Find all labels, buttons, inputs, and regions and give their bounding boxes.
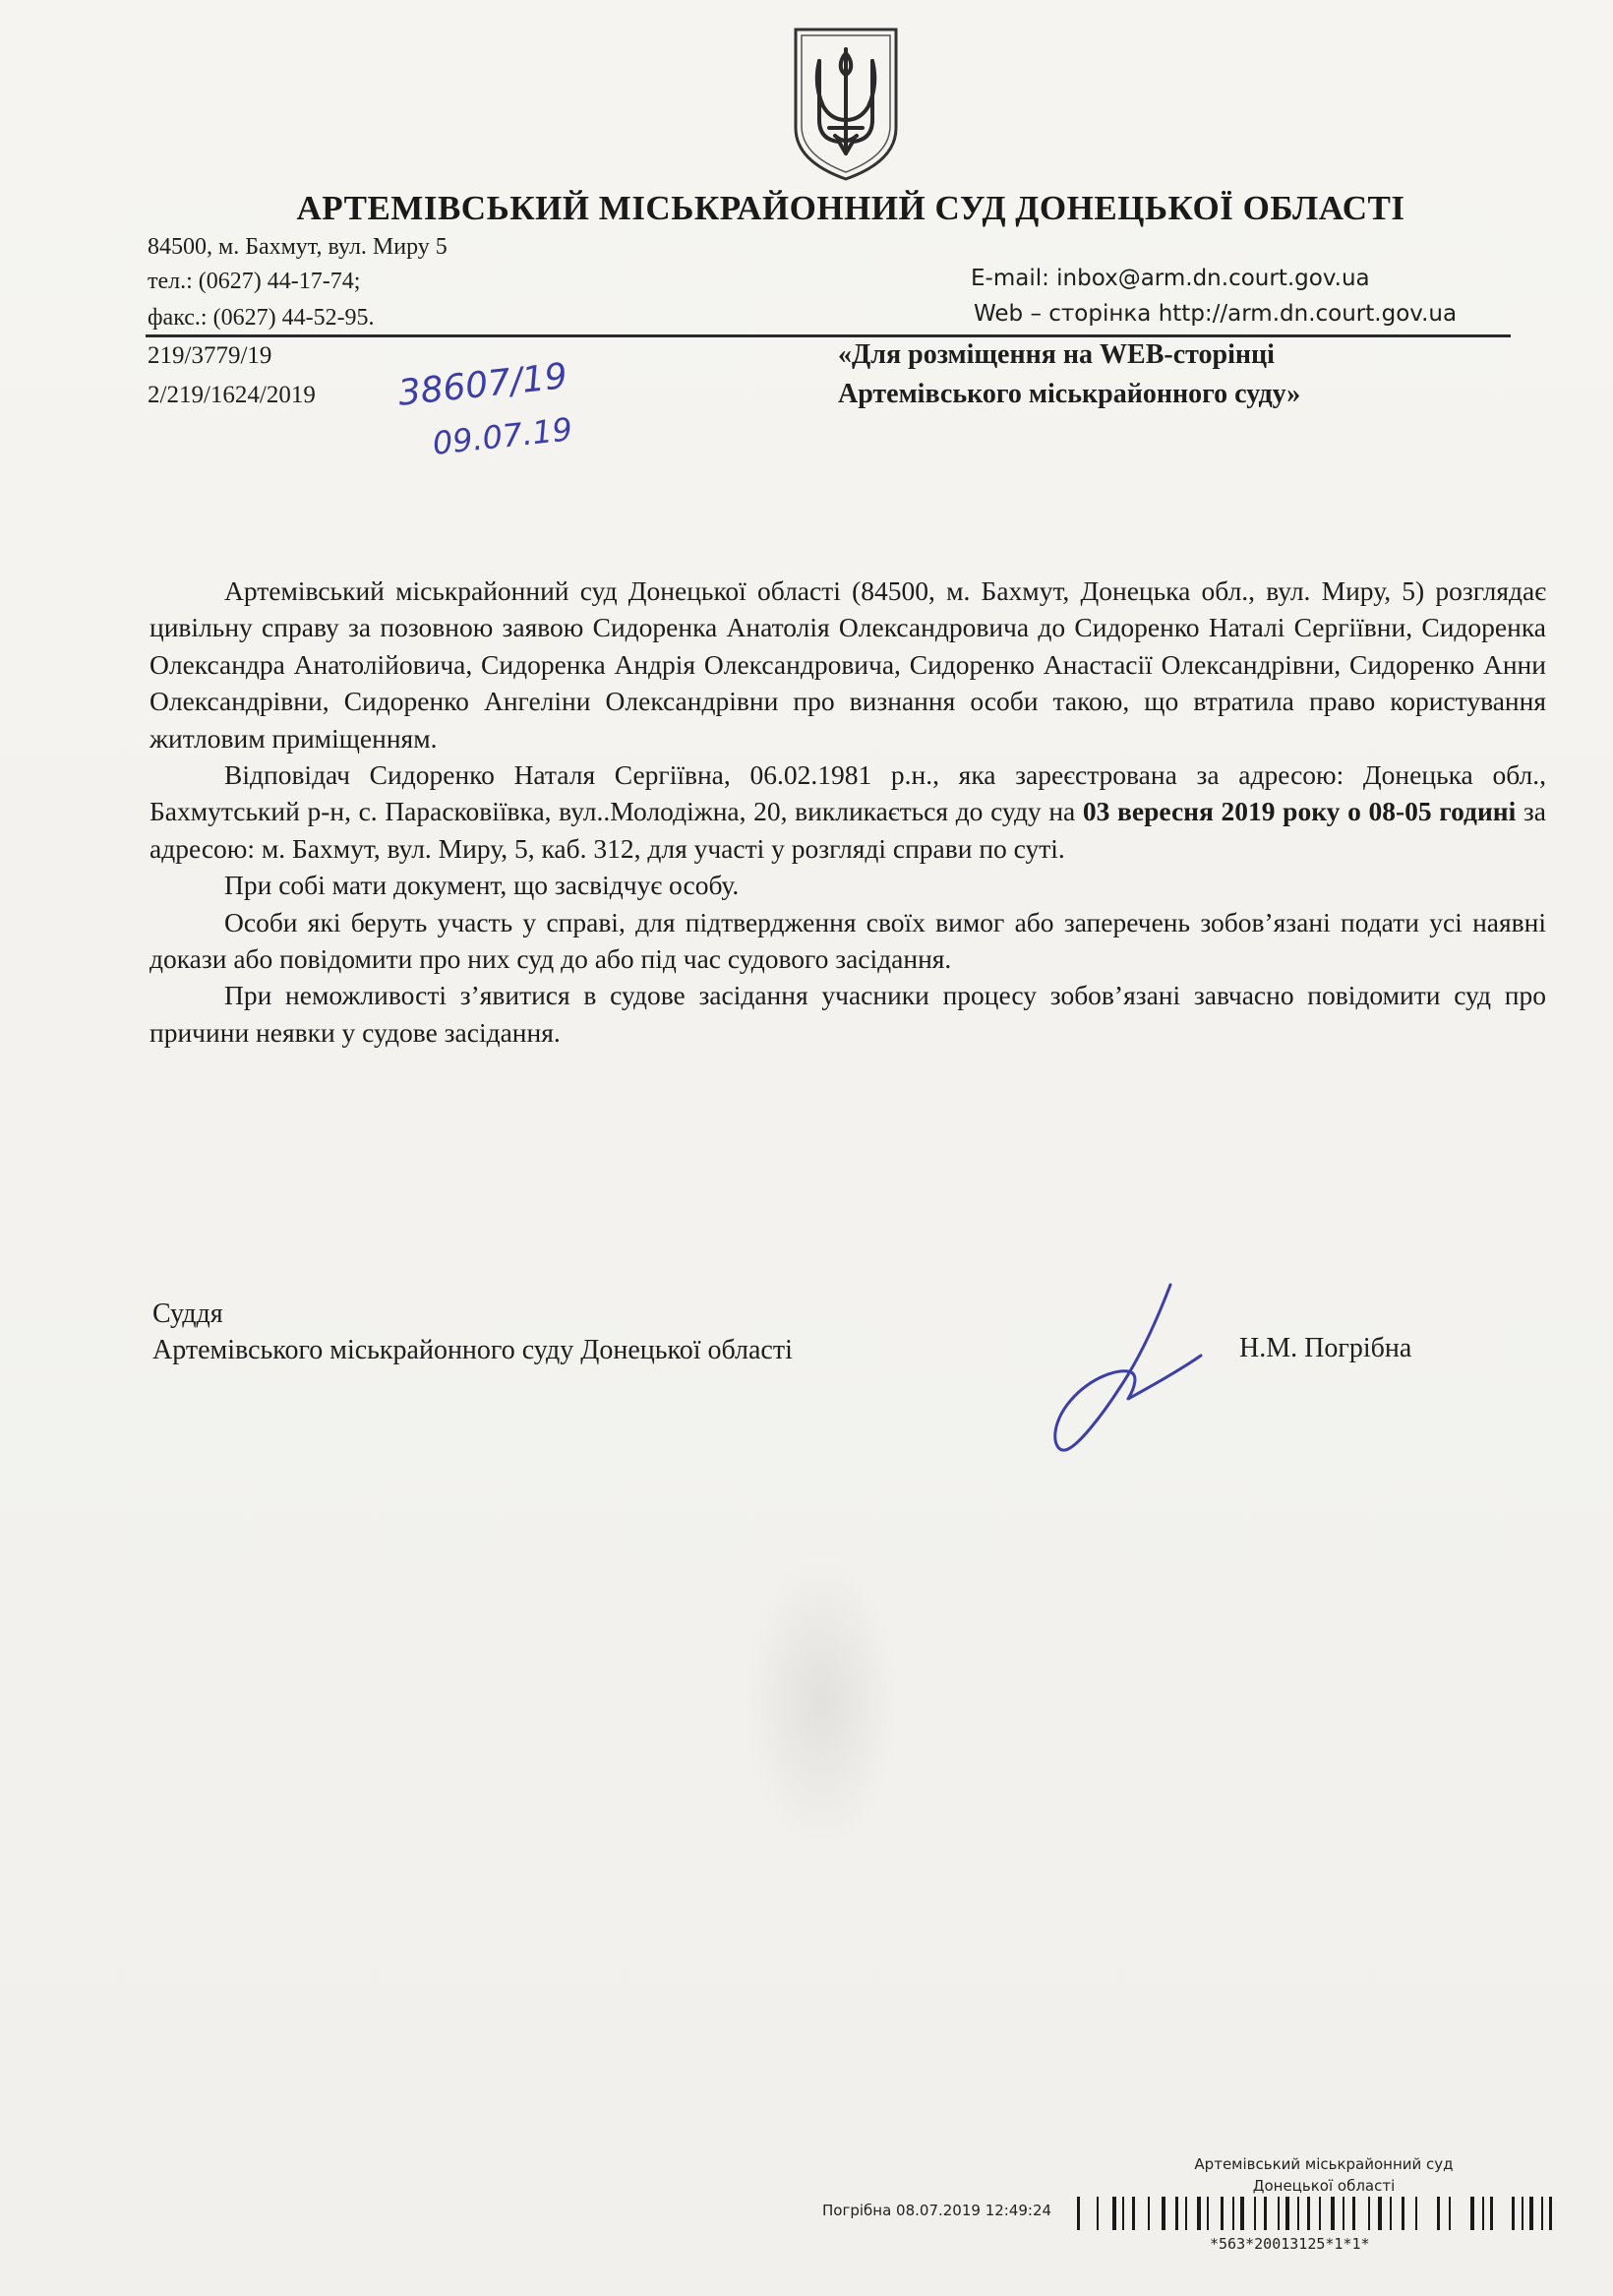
barcode-icon bbox=[1077, 2197, 1559, 2230]
trident-coat-of-arms-icon bbox=[790, 26, 902, 183]
stamp-court-line-2: Донецької області bbox=[1252, 2177, 1396, 2195]
paragraph-absence-notice: При неможливості з’явитися в судове засідання учасники процесу зобов’язані завчасно повідомити суд про причини неявки у судове засідання. bbox=[149, 980, 1546, 1048]
paragraph-summons bbox=[149, 756, 1546, 867]
stamp-court-line-1: Артемівський міськрайонний суд bbox=[1194, 2155, 1454, 2173]
summons-text-start: Відповідач Сидоренко Наталя Сергіївна, 06.02.1981 р.н., яка зареєстрована за адресою: Донецька обл., Бахмутський р-н, с. Парасковіївка, вул..Молодіжна, 20, викликається до суду на bbox=[149, 759, 1546, 827]
paragraph-case-description: Артемівський міськрайонний суд Донецької області (84500, м. Бахмут, Донецька обл., вул. Миру, 5) розглядає цивільну справу за позовною заявою Сидоренка Анатолія Олександровича до Сидоренко Наталі Сергіївни, Сидоренка Олександра Анатолійовича, Сидоренка Андрія Олександровича, Сидоренко Анастасії Олександрівни, Сидоренко Анни Олександрівни, Сидоренко Ангеліни Олександрівни про визнання особи такою, що втратила право користування житловим приміщенням. bbox=[149, 575, 1546, 754]
court-phone: тел.: (0627) 44-17-74; bbox=[148, 269, 361, 294]
web-publication-note-line-2: Артемівського міськрайонного суду» bbox=[838, 379, 1301, 409]
paragraph-identity-document: При собі мати документ, що засвідчує особу. bbox=[224, 870, 740, 901]
handwritten-registration-number: 38607/19 bbox=[395, 356, 569, 414]
scan-smudge bbox=[747, 1564, 895, 1840]
signatory-court: Артемівського міськрайонного суду Донецької області bbox=[152, 1335, 793, 1365]
court-fax: факс.: (0627) 44-52-95. bbox=[148, 305, 375, 331]
header-divider bbox=[146, 334, 1511, 337]
signatory-name: Н.М. Погрібна bbox=[1239, 1333, 1412, 1363]
court-website: Web – сторінка http://arm.dn.court.gov.ua bbox=[974, 301, 1458, 327]
registration-stamp-court bbox=[1176, 2153, 1471, 2197]
signature-icon bbox=[1038, 1279, 1205, 1456]
summons-body bbox=[149, 573, 1546, 1051]
proceeding-number: 2/219/1624/2019 bbox=[148, 382, 316, 408]
court-name-heading: АРТЕМІВСЬКИЙ МІСЬКРАЙОННИЙ СУД ДОНЕЦЬКОЇ ОБЛАСТІ bbox=[296, 189, 1405, 227]
paragraph-evidence: Особи які беруть участь у справі, для підтвердження своїх вимог або заперечень зобов’язані подати усі наявні докази або повідомити про них суд до або під час судового засідання. bbox=[149, 906, 1546, 975]
summons-text-end: за адресою: м. Бахмут, вул. Миру, 5, каб. 312, для участі у розгляді справи по суті. bbox=[149, 796, 1546, 864]
barcode-code-text: *563*20013125*1*1* bbox=[1210, 2235, 1370, 2253]
court-email: E-mail: inbox@arm.dn.court.gov.ua bbox=[971, 266, 1370, 291]
web-publication-note-line-1: «Для розміщення на WEB-сторінці bbox=[838, 339, 1275, 370]
handwritten-registration-date: 09.07.19 bbox=[431, 410, 574, 462]
case-number: 219/3779/19 bbox=[148, 342, 272, 369]
registration-stamp-meta: Погрібна 08.07.2019 12:49:24 bbox=[822, 2202, 1052, 2219]
court-address: 84500, м. Бахмут, вул. Миру 5 bbox=[148, 234, 448, 260]
signatory-title: Суддя bbox=[152, 1299, 223, 1329]
hearing-datetime: 03 вересня 2019 року о 08-05 годині bbox=[1082, 796, 1517, 827]
